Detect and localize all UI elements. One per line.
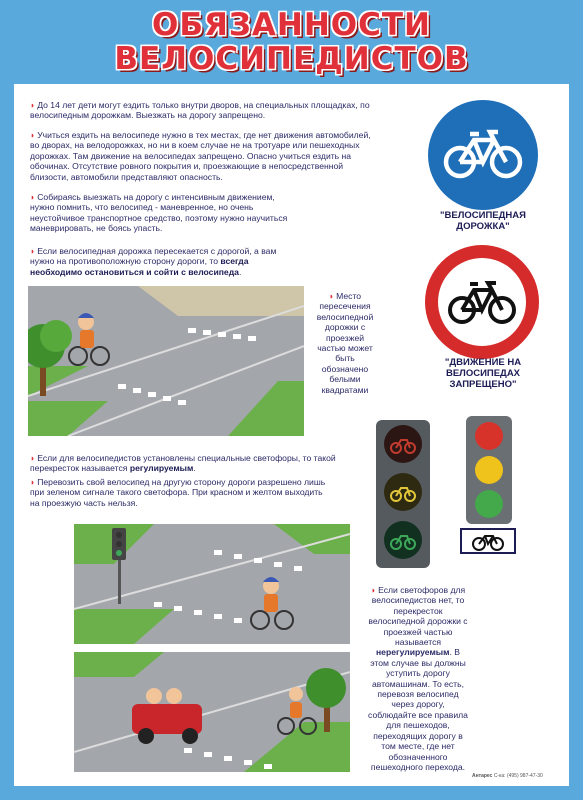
rule-paragraph-3 <box>30 192 300 234</box>
no-bikes-sign <box>424 244 540 360</box>
rule-text-4-bold: всегда необходимо остановиться и сойти с велосипеда <box>30 256 249 277</box>
publisher-phone: С-ка: (495) 987-47-30 <box>493 773 543 779</box>
rule-text-5: Если для велосипедистов установлены специальные светофоры, то такой перекресток называется <box>30 453 336 474</box>
unregulated-note: ◗ Если светофоров для велосипедистов нет, то перекресток велосипедной дорожки с проезжей частью называется нерегулируемым. В этом случае вы должны уступить дорогу автомашинам. То есть, перевозя велосипед через дорогу, соблюдайте все правила для пешеходов, переходящих дорогу в том месте, где нет обозначенного пешеходного перехода. <box>368 585 468 772</box>
green-light <box>475 490 503 518</box>
bullet-icon: ◗ <box>30 453 36 463</box>
crossing-note: ◗ Место пересечения велосипедной дорожки с проезжей частью может быть обозначено белыми квадратами <box>316 291 374 395</box>
red-light <box>475 422 503 450</box>
rule-paragraph-4: ◗ Если велосипедная дорожка пересекается с дорогой, а вам нужно на противоположную сторону дороги, то всегда необходимо остановиться и сойти с велосипеда. <box>30 246 277 277</box>
bicycle-traffic-light <box>372 420 434 568</box>
rule-paragraph-1 <box>30 100 375 121</box>
rule-paragraph-2 <box>30 130 380 182</box>
title-line-2: ВЕЛОСИПЕДИСТОВ <box>114 41 469 77</box>
bullet-icon: ◗ <box>30 192 36 202</box>
title-line-1: ОБЯЗАННОСТИ <box>152 7 431 43</box>
yellow-light <box>475 456 503 484</box>
rule-text-5-bold: регулируемым <box>129 463 194 474</box>
publisher-footer <box>472 773 572 779</box>
rule-text-1: До 14 лет дети могут ездить только внутри дворов, на специальных площадках, по велосипедным дорожкам. Выезжать на дорогу запрещено. <box>30 100 370 121</box>
poster-title <box>0 8 583 76</box>
bike-path-sign <box>424 96 542 214</box>
bullet-icon: ◗ <box>30 100 36 110</box>
rule-text-6: Перевозить свой велосипед на другую сторону дороги разрешено лишь при зеленом сигнале такого светофора. При красном и желтом выходить на проезжую часть нельзя. <box>30 477 326 508</box>
bullet-icon: ◗ <box>30 477 36 487</box>
bike-path-caption: "ВЕЛОСИПЕДНАЯ ДОРОЖКА" <box>440 210 526 232</box>
bike-plate-sign <box>460 528 516 554</box>
rule-paragraph-5: ◗ Если для велосипедистов установлены специальные светофоры, то такой перекресток называется регулируемым. <box>30 453 336 474</box>
unregulated-crossing-illustration <box>74 652 350 772</box>
bullet-icon: ◗ <box>328 291 335 301</box>
rule-text-3: Собираясь выезжать на дорогу с интенсивным движением, нужно помнить, что велосипед - маневренное, но очень неустойчивое транспортное средство, поэтому нужно научиться маневрировать, не боясь упасть. <box>30 192 288 234</box>
unregulated-bold: нерегулируемым <box>375 647 450 658</box>
vehicle-traffic-light <box>464 416 514 524</box>
rule-paragraph-6 <box>30 477 330 508</box>
rule-text-4: Если велосипедная дорожка пересекается с дорогой, а вам нужно на противоположную сторону дороги, то <box>30 246 277 267</box>
bullet-icon: ◗ <box>30 246 36 256</box>
crossing-illustration <box>28 286 304 436</box>
bullet-icon: ◗ <box>370 585 377 595</box>
rule-text-2: Учиться ездить на велосипеде нужно в тех местах, где нет движения автомобилей, во дворах, на велодорожках, но ни в коем случае не на тротуаре или пешеходных дорожках. Там движение на велосипедах запрещено. Опасно учиться ездить на обочинах. Отсутствие ровного покрытия и, проезжающие в непосредственной близости, автомобили представляют опасность. <box>30 130 371 182</box>
no-bikes-caption: "ДВИЖЕНИЕ НА ВЕЛОСИПЕДАХ ЗАПРЕЩЕНО" <box>444 357 522 390</box>
regulated-crossing-illustration <box>74 524 350 644</box>
bullet-icon: ◗ <box>30 130 36 140</box>
publisher-logo: Антарес <box>472 773 493 779</box>
